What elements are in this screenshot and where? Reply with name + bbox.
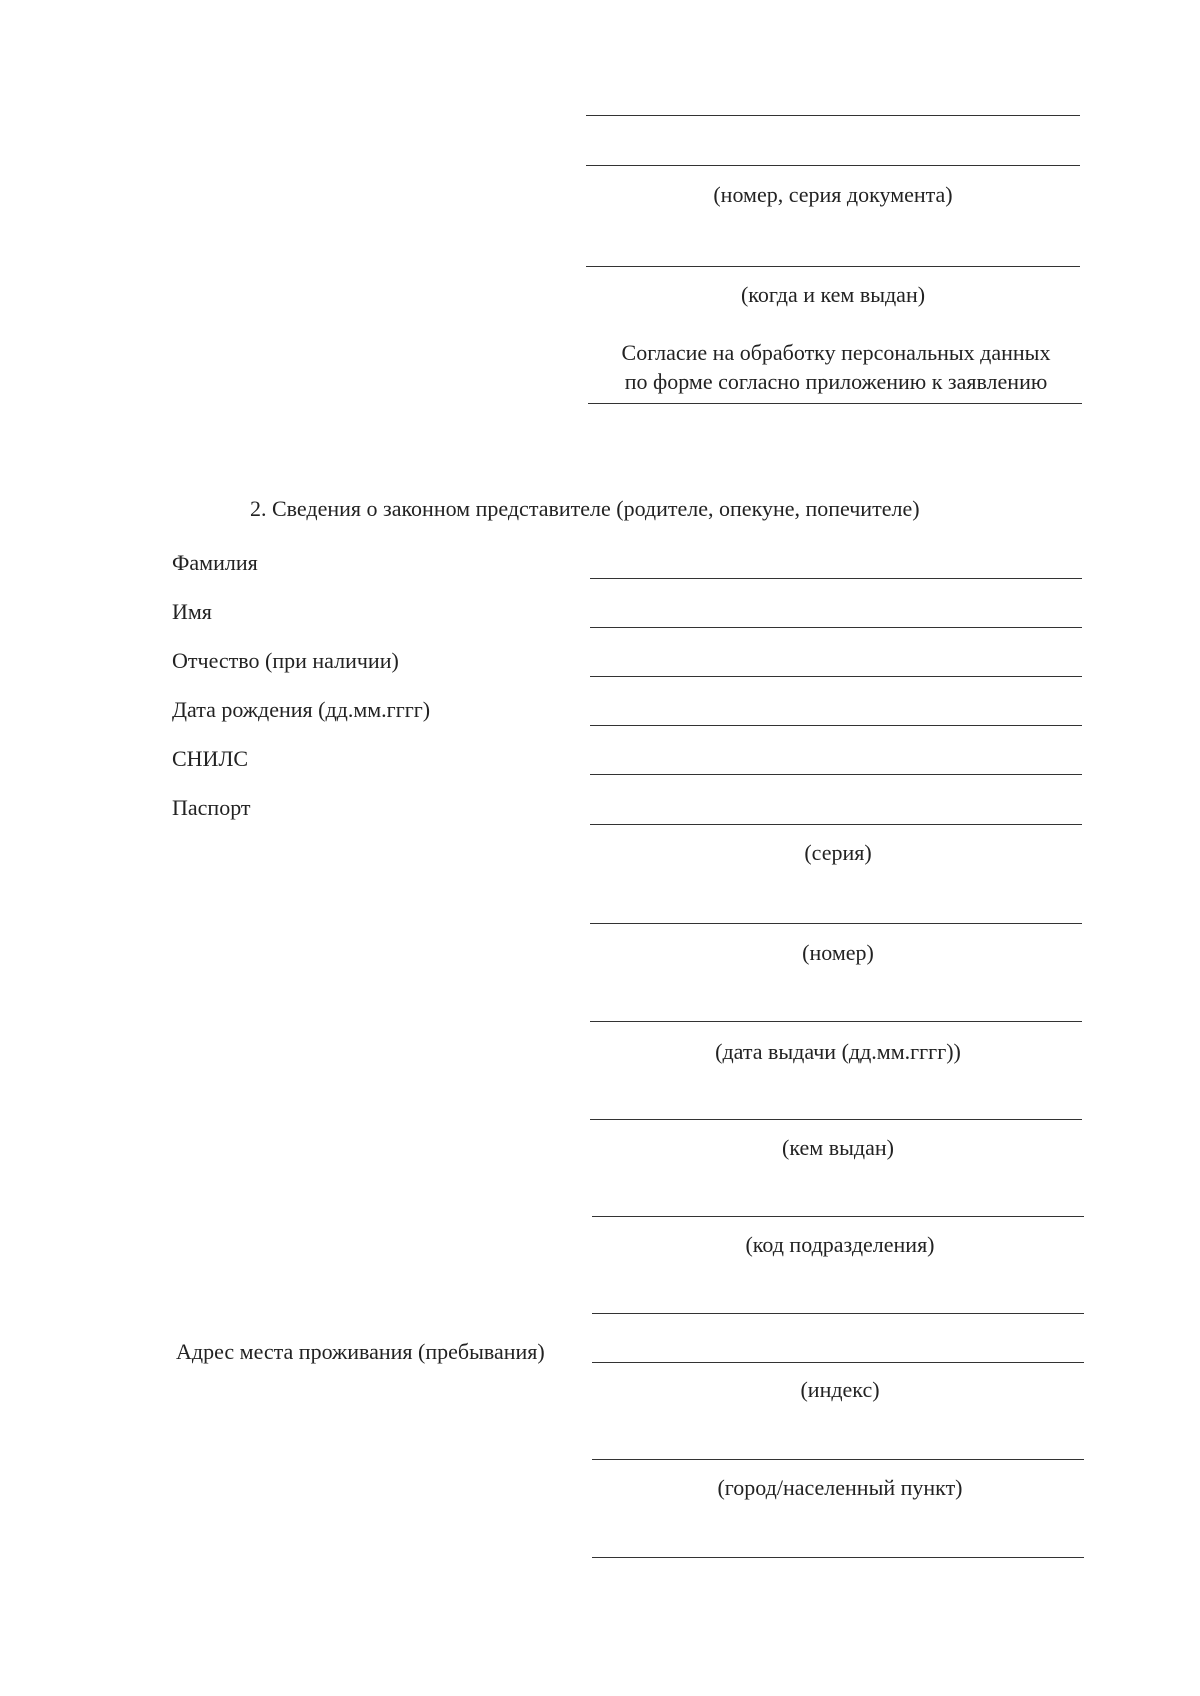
city-field[interactable]: [592, 1428, 1088, 1460]
label-snils: СНИЛС: [172, 746, 249, 771]
extra-field[interactable]: [592, 1282, 1088, 1314]
issued-by-field[interactable]: [590, 1088, 1086, 1120]
consent-field[interactable]: [588, 372, 1086, 404]
issued-field[interactable]: [586, 235, 1084, 267]
caption-index: (индекс): [800, 1377, 880, 1402]
label-passport: Паспорт: [172, 795, 251, 820]
doc-extra-field[interactable]: [586, 84, 1084, 116]
street-field[interactable]: [592, 1526, 1088, 1558]
doc-number-field[interactable]: [586, 134, 1084, 166]
surname-field[interactable]: [590, 547, 1086, 579]
caption-number: (номер): [802, 940, 874, 965]
label-patronymic: Отчество (при наличии): [172, 648, 399, 673]
consent-line-2: по форме согласно приложению к заявлению: [624, 369, 1048, 394]
consent-line-1: Согласие на обработку персональных данных: [621, 340, 1051, 365]
caption-series: (серия): [804, 840, 872, 865]
division-code-field[interactable]: [592, 1185, 1088, 1217]
caption-issue-date: (дата выдачи (дд.мм.гггг)): [715, 1039, 961, 1064]
passport-number-field[interactable]: [590, 892, 1086, 924]
label-surname: Фамилия: [172, 550, 258, 575]
label-birth-date: Дата рождения (дд.мм.гггг): [172, 697, 431, 722]
index-field[interactable]: [592, 1331, 1088, 1363]
birth-date-field[interactable]: [590, 694, 1086, 726]
caption-division-code: (код подразделения): [745, 1232, 935, 1257]
caption-city: (город/населенный пункт): [717, 1475, 963, 1500]
name-field[interactable]: [590, 596, 1086, 628]
section-heading: 2. Сведения о законном представителе (родителе, опекуне, попечителе): [250, 496, 920, 521]
passport-series-field[interactable]: [590, 793, 1086, 825]
label-name: Имя: [172, 599, 212, 624]
caption-doc-number: (номер, серия документа): [713, 182, 953, 207]
caption-issued: (когда и кем выдан): [740, 282, 926, 307]
issue-date-field[interactable]: [590, 990, 1086, 1022]
label-address: Адрес места проживания (пребывания): [176, 1339, 545, 1364]
caption-issued-by: (кем выдан): [782, 1135, 894, 1160]
snils-field[interactable]: [590, 743, 1086, 775]
patronymic-field[interactable]: [590, 645, 1086, 677]
